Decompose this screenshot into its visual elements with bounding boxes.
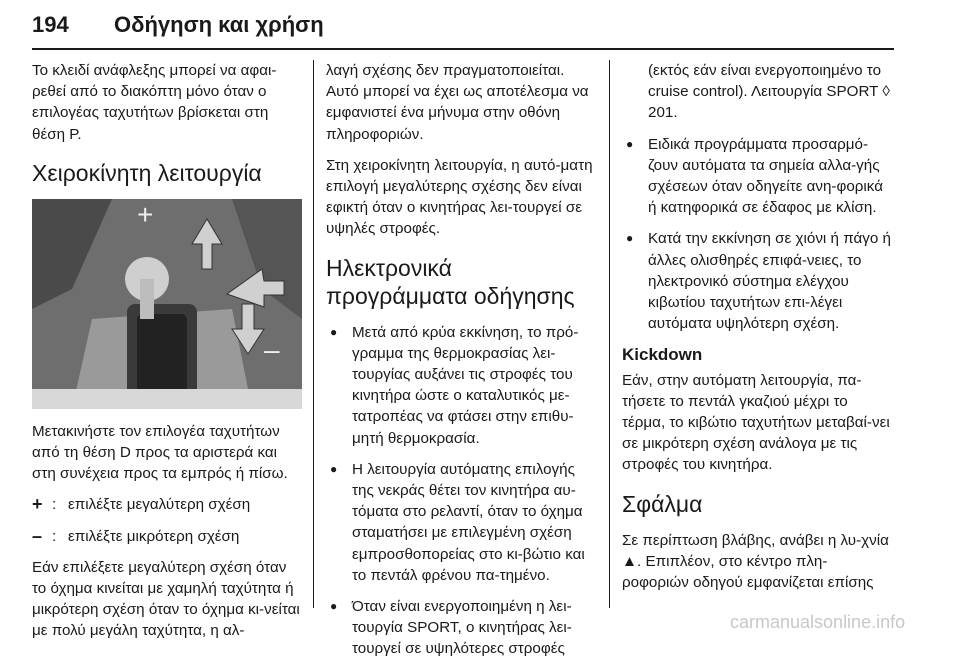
programs-list-continued (622, 134, 894, 335)
intro-paragraph: Το κλειδί ανάφλεξης μπορεί να αφαι-ρεθεί από το διακόπτη μόνο όταν ο επιλογέας ταχυτήτων βρίσκεται στη θέση P. (32, 62, 277, 143)
manual-mode-heading: Χειροκίνητη λειτουργία (32, 159, 262, 186)
column-divider (313, 60, 314, 608)
chapter-title: Οδήγηση και χρήση (114, 12, 324, 37)
gear-selector-illustration (32, 199, 302, 409)
list-item: ● Κατά την εκκίνηση σε χιόνι ή πάγο ή άλλες ολισθηρές επιφά-νειες, το ηλεκτρονικό σύστημα ελέγχου κιβωτίου ταχυτήτων επι-λέγει αυτόματα υψηλότερη σχέση. (622, 228, 894, 334)
column-2 (326, 60, 598, 670)
manual-mode-instruction: Μετακινήστε τον επιλογέα ταχυτήτων από τη θέση D προς τα αριστερά και στη συνέχεια προς τα εμπρός ή πίσω. (32, 422, 288, 483)
legend-colon: : (52, 527, 57, 545)
legend-plus-row (32, 494, 302, 515)
legend-colon: : (52, 496, 57, 514)
legend-minus-row (32, 526, 302, 547)
list-continuation: (εκτός εάν είναι ενεργοποιημένο το cruise control). Λειτουργία SPORT ◊ 201. (648, 62, 890, 122)
gear-selector-photo (32, 199, 302, 409)
column-3 (622, 60, 894, 603)
fault-paragraph: Σε περίπτωση βλάβης, ανάβει η λυ-χνία ▲. Επιπλέον, στο κέντρο πλη-ροφοριών οδηγού εμφανίζεται επίσης (622, 531, 889, 592)
gear-change-paragraph: Εάν επιλέξετε μεγαλύτερη σχέση όταν το όχημα κινείται με χαμηλή ταχύτητα ή μικρότερη σχέση όταν το όχημα κι-νείται με πολύ μεγάλη ταχύτητα, η αλ- (32, 558, 300, 640)
watermark-url: carmanualsonline.info (730, 612, 906, 632)
list-item: ● Μετά από κρύα εκκίνηση, το πρό-γραμμα της θερμοκρασίας λει-τουργίας αυξάνει τις στροφές του κινητήρα ώστε ο καταλυτικός με-τατροπέας να φτάσει στην επιθυ-μητή θερμοκρασία. (326, 322, 598, 449)
electronic-programs-heading: Ηλεκτρονικά προγράμματα οδήγησης (326, 254, 575, 309)
header-rule (32, 48, 894, 50)
page-number: 194 (32, 12, 69, 37)
legend-minus-text: επιλέξτε μικρότερη σχέση (68, 527, 240, 545)
svg-text:–: – (264, 333, 280, 365)
continuation-paragraph: λαγή σχέσης δεν πραγματοποιείται. Αυτό μπορεί να έχει ως αποτέλεσμα να εμφανιστεί ένα μήνυμα στην οθόνη πληροφοριών. (326, 62, 589, 143)
list-item: ● Όταν είναι ενεργοποιημένη η λει-τουργία SPORT, ο κινητήρας λει-τουργεί σε υψηλότερες στροφές (326, 596, 598, 660)
list-item: ● Ειδικά προγράμματα προσαρμό-ζουν αυτόματα τα σημεία αλλα-γής σχέσεων όταν οδηγείτε ανη-φορικά ή κατηφορικά σε έδαφος με κλίση. (622, 134, 894, 219)
kickdown-paragraph: Εάν, στην αυτόματη λειτουργία, πα-τήσετε το πεντάλ γκαζιού μέχρι το τέρμα, το κιβώτιο ταχυτήτων μεταβαί-νει σε μικρότερη σχέση ανάλογα με τις στροφές του κινητήρα. (622, 371, 890, 474)
plus-icon: + (32, 494, 43, 515)
minus-icon: – (32, 525, 43, 546)
high-rpm-paragraph: Στη χειροκίνητη λειτουργία, η αυτό-ματη επιλογή μεγαλύτερης σχέσης δεν είναι εφικτή όταν ο κινητήρας λει-τουργεί σε υψηλές στροφές. (326, 156, 593, 238)
programs-list (326, 322, 598, 660)
fault-heading: Σφάλμα (622, 490, 703, 517)
kickdown-heading: Kickdown (622, 345, 703, 365)
svg-text:+: + (137, 198, 154, 230)
column-1 (32, 60, 302, 652)
legend-plus-text: επιλέξτε μεγαλύτερη σχέση (68, 496, 251, 514)
list-item: ● Η λειτουργία αυτόματης επιλογής της νεκράς θέτει τον κινητήρα αυ-τόματα στο ρελαντί, όταν το όχημα σταματήσει με επιλεγμένη σχέση εμπροσθοπορείας στο κι-βώτιο και το πεντάλ φρένου πα-τημένο. (326, 459, 598, 586)
page-header (32, 0, 892, 50)
column-divider (609, 60, 610, 608)
